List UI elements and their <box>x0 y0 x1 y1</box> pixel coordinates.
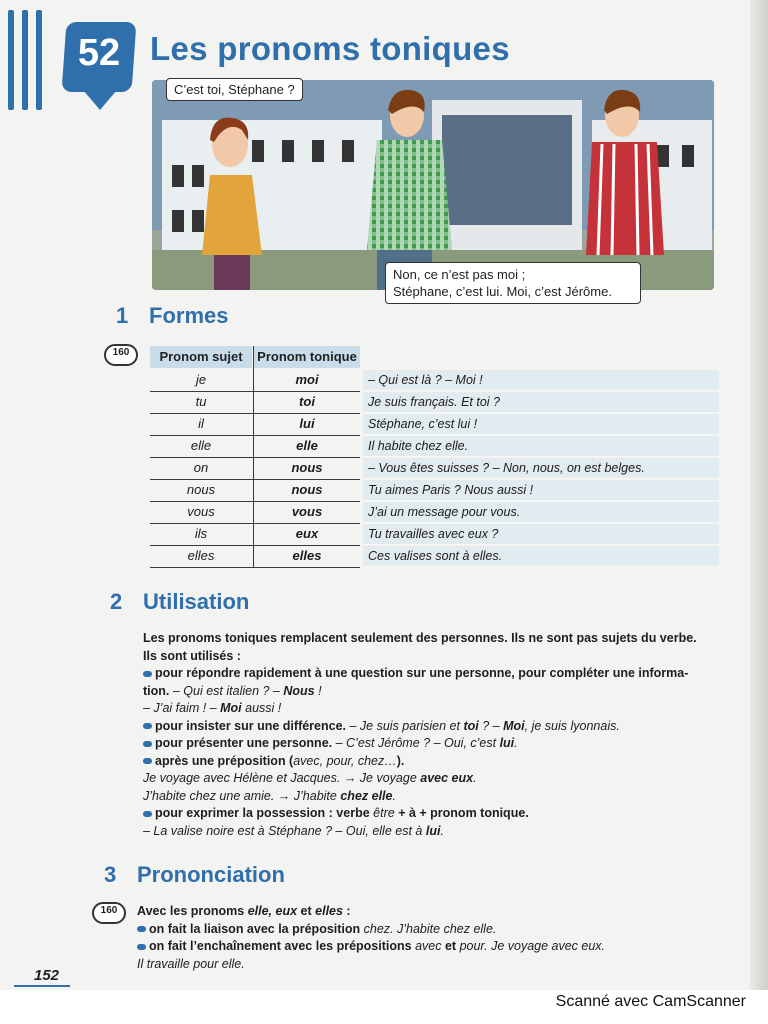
usage-bullet-5-example: – La valise noire est à Stéphane ? – Oui, elle est à lui. <box>143 823 444 838</box>
section-3-title: Prononciation <box>137 862 285 887</box>
subject-pronoun-cell: ils <box>194 526 208 541</box>
subject-pronoun-cell: je <box>195 372 207 387</box>
pron-bullet-1: on fait la liaison avec la préposition chez. J’habite chez elle. <box>137 921 697 939</box>
intro-line: Les pronoms toniques remplacent seulement des personnes. Ils ne sont pas sujets du verbe. <box>143 631 697 645</box>
example-sentence: Je suis français. Et toi ? <box>363 392 719 413</box>
pron-intro: Avec les pronoms elle, eux et elles : <box>137 904 351 918</box>
page-edge-tabs <box>0 0 58 150</box>
subject-pronoun-cell: elle <box>190 438 212 453</box>
example-sentence: – Vous êtes suisses ? – Non, nous, on est belges. <box>363 458 719 479</box>
table-row <box>150 369 360 392</box>
tonic-pronoun-cell: nous <box>291 460 323 475</box>
lesson-badge-tail <box>78 84 122 110</box>
edge-tab <box>22 10 28 110</box>
example-sentence: Tu travailles avec eux ? <box>363 524 719 545</box>
tonic-pronoun-cell: moi <box>295 372 319 387</box>
usage-bullet-5: pour exprimer la possession : verbe être + à + pronom tonique. <box>143 805 703 823</box>
tonic-pronoun-cell: toi <box>299 394 315 409</box>
example-sentence: Il habite chez elle. <box>363 436 719 457</box>
usage-bullet-1: pour répondre rapidement à une question sur une personne, pour compléter une informa- <box>143 665 703 683</box>
bullet-icon <box>143 811 152 817</box>
bullet-icon <box>137 944 146 950</box>
bullet-icon <box>137 926 146 932</box>
edge-tab <box>36 10 42 110</box>
subject-pronoun-cell: elles <box>187 548 215 563</box>
tonic-pronoun-cell: nous <box>291 482 323 497</box>
section-1-title: Formes <box>149 303 229 328</box>
usage-bullet-1-example: – J’ai faim ! – Moi aussi ! <box>143 701 282 715</box>
pron-bullet-2: on fait l’enchaînement avec les prépositions avec et pour. Je voyage avec eux. <box>137 938 697 956</box>
col-header-subject: Pronom sujet <box>150 346 252 368</box>
subject-pronoun-cell: vous <box>187 504 215 519</box>
utilisation-text <box>143 630 703 840</box>
bullet-icon <box>143 671 152 677</box>
audio-track-icon[interactable] <box>104 344 138 366</box>
example-sentence: J’ai un message pour vous. <box>363 502 719 523</box>
usage-bullet-3: pour présenter une personne. – C’est Jérôme ? – Oui, c’est lui. <box>143 735 703 753</box>
prononciation-text <box>137 903 697 973</box>
illustration-art <box>152 80 714 290</box>
page-spine-shadow <box>750 0 768 990</box>
section-2-title: Utilisation <box>143 589 250 614</box>
table-row <box>150 501 360 524</box>
subject-pronoun-cell: il <box>198 416 204 431</box>
page-number-underline <box>14 985 70 987</box>
section-2-number: 2 <box>110 589 123 614</box>
section-1-number: 1 <box>116 303 129 328</box>
intro-line-2: Ils sont utilisés : <box>143 648 241 663</box>
subject-pronoun-cell: tu <box>195 394 207 409</box>
table-row <box>150 391 360 414</box>
table-row <box>150 413 360 436</box>
tonic-pronoun-cell: elle <box>296 438 318 453</box>
tonic-pronoun-cell: elles <box>292 548 322 563</box>
bullet-icon <box>143 741 152 747</box>
audio-track-number: 160 <box>100 905 118 916</box>
scanner-watermark: Scanné avec CamScanner <box>555 993 746 1010</box>
audio-track-number: 160 <box>112 347 130 358</box>
example-sentence: Tu aimes Paris ? Nous aussi ! <box>363 480 719 501</box>
speech-bubble-question: C’est toi, Stéphane ? <box>166 78 303 101</box>
audio-track-icon[interactable] <box>92 902 126 924</box>
speech-bubble-answer <box>385 262 641 304</box>
page-number: 152 <box>34 967 60 984</box>
example-sentence: Ces valises sont à elles. <box>363 546 719 567</box>
usage-bullet-4-example-2: J’habite chez une amie. → J’habite chez elle. <box>143 788 396 803</box>
usage-bullet-1-cont: tion. – Qui est italien ? – Nous ! <box>143 683 322 698</box>
subject-pronoun-cell: on <box>193 460 209 475</box>
table-row <box>150 435 360 458</box>
example-sentence: Stéphane, c’est lui ! <box>363 414 719 435</box>
usage-bullet-4: après une préposition (avec, pour, chez…). <box>143 753 703 771</box>
edge-tab <box>8 10 14 110</box>
answer-line-1: Non, ce n’est pas moi ; <box>393 267 526 282</box>
table-row <box>150 523 360 546</box>
page-title: Les pronoms toniques <box>150 30 510 67</box>
comic-illustration <box>152 80 714 290</box>
section-3-number: 3 <box>104 862 117 887</box>
col-header-tonic: Pronom tonique <box>254 346 360 368</box>
lesson-number: 52 <box>77 32 121 74</box>
tonic-pronoun-cell: lui <box>299 416 315 431</box>
table-row <box>150 545 360 568</box>
usage-bullet-4-example-1: Je voyage avec Hélène et Jacques. → Je voyage avec eux. <box>143 771 477 785</box>
tonic-pronoun-cell: vous <box>291 504 323 519</box>
table-row <box>150 457 360 480</box>
example-sentence: – Qui est là ? – Moi ! <box>363 370 719 391</box>
bullet-icon <box>143 723 152 729</box>
bullet-icon <box>143 758 152 764</box>
subject-pronoun-cell: nous <box>186 482 216 497</box>
answer-line-2: Stéphane, c’est lui. Moi, c’est Jérôme. <box>393 284 612 299</box>
usage-bullet-2: pour insister sur une différence. – Je suis parisien et toi ? – Moi, je suis lyonnais. <box>143 718 703 736</box>
tonic-pronoun-cell: eux <box>295 526 319 541</box>
pron-example-3: Il travaille pour elle. <box>137 956 245 971</box>
table-row <box>150 479 360 502</box>
